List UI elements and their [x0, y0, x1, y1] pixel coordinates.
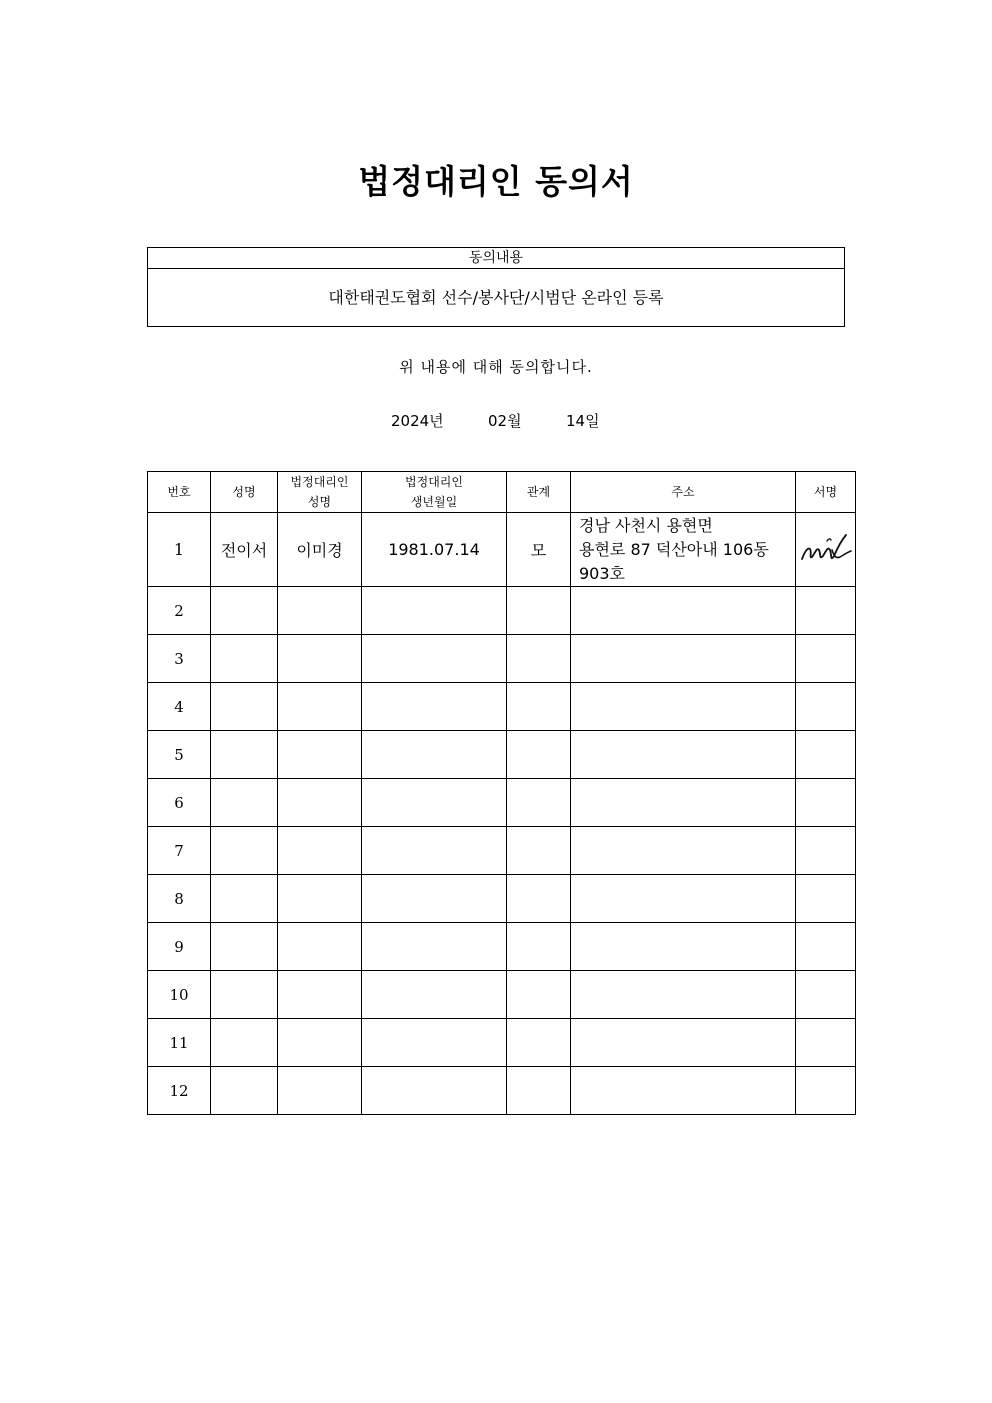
- row-number: 1: [148, 513, 211, 587]
- table-row: [148, 731, 856, 779]
- row-address: [571, 923, 796, 971]
- row-signature: [796, 587, 856, 635]
- header-guardian-birth: 법정대리인 생년월일: [362, 472, 507, 513]
- date-year: 2024년: [391, 412, 444, 430]
- row-number: 5: [148, 731, 211, 779]
- row-guardian-name: [278, 875, 362, 923]
- row-number: 7: [148, 827, 211, 875]
- row-guardian-name: [278, 779, 362, 827]
- date-month: 02월: [488, 412, 522, 430]
- header-signature: 서명: [796, 472, 856, 513]
- header-name: 성명: [211, 472, 278, 513]
- table-row: [148, 513, 856, 587]
- row-signature: [796, 513, 856, 587]
- table-row: [148, 827, 856, 875]
- row-name: [211, 731, 278, 779]
- row-signature: [796, 731, 856, 779]
- row-number: 12: [148, 1067, 211, 1115]
- row-address: [571, 683, 796, 731]
- row-number: 11: [148, 1019, 211, 1067]
- row-guardian-name: [278, 1019, 362, 1067]
- row-guardian-birth: [362, 587, 507, 635]
- row-number: 4: [148, 683, 211, 731]
- row-name: [211, 587, 278, 635]
- handwritten-signature: [799, 529, 853, 571]
- row-relation: [507, 1019, 571, 1067]
- row-number: 3: [148, 635, 211, 683]
- row-guardian-name: [278, 827, 362, 875]
- row-address: [571, 827, 796, 875]
- row-guardian-name: [278, 731, 362, 779]
- row-address: [571, 1067, 796, 1115]
- table-row: [148, 1019, 856, 1067]
- row-address: [571, 635, 796, 683]
- row-name: [211, 923, 278, 971]
- row-signature: [796, 923, 856, 971]
- table-header-row: [148, 472, 856, 513]
- row-relation: [507, 779, 571, 827]
- table-row: [148, 971, 856, 1019]
- table-row: [148, 683, 856, 731]
- address-line-1: 경남 사천시 용현면: [579, 515, 713, 535]
- row-name: [211, 1067, 278, 1115]
- header-guardian-name: 법정대리인 성명: [278, 472, 362, 513]
- consent-header: 동의내용: [148, 248, 844, 269]
- row-number: 2: [148, 587, 211, 635]
- row-name: [211, 779, 278, 827]
- row-signature: [796, 1019, 856, 1067]
- row-name: [211, 875, 278, 923]
- registration-table: [147, 471, 856, 1115]
- row-guardian-birth: 1981.07.14: [362, 513, 507, 587]
- agree-statement: 위 내용에 대해 동의합니다.: [399, 358, 593, 376]
- row-relation: [507, 683, 571, 731]
- table-row: [148, 923, 856, 971]
- row-name: 전이서: [211, 513, 278, 587]
- row-relation: [507, 731, 571, 779]
- row-number: 6: [148, 779, 211, 827]
- row-relation: [507, 923, 571, 971]
- row-number: 10: [148, 971, 211, 1019]
- row-guardian-birth: [362, 923, 507, 971]
- row-signature: [796, 683, 856, 731]
- row-guardian-name: [278, 971, 362, 1019]
- table-row: [148, 635, 856, 683]
- table-row: [148, 587, 856, 635]
- table-row: [148, 1067, 856, 1115]
- row-signature: [796, 779, 856, 827]
- row-relation: [507, 635, 571, 683]
- row-address: [571, 875, 796, 923]
- row-signature: [796, 827, 856, 875]
- row-address: [571, 779, 796, 827]
- row-guardian-name: [278, 683, 362, 731]
- row-guardian-birth: [362, 1019, 507, 1067]
- address-line-3: 903호: [579, 563, 625, 583]
- header-number: 번호: [148, 472, 211, 513]
- row-name: [211, 827, 278, 875]
- row-guardian-birth: [362, 875, 507, 923]
- row-signature: [796, 971, 856, 1019]
- row-name: [211, 971, 278, 1019]
- consent-body: 대한태권도협회 선수/봉사단/시범단 온라인 등록: [328, 288, 664, 307]
- row-relation: 모: [507, 513, 571, 587]
- row-signature: [796, 635, 856, 683]
- row-signature: [796, 1067, 856, 1115]
- row-relation: [507, 827, 571, 875]
- row-guardian-birth: [362, 779, 507, 827]
- header-relation: 관계: [507, 472, 571, 513]
- row-address: [571, 1019, 796, 1067]
- date-day: 14일: [566, 412, 600, 430]
- row-relation: [507, 587, 571, 635]
- row-guardian-birth: [362, 971, 507, 1019]
- row-guardian-birth: [362, 1067, 507, 1115]
- consent-box: [147, 247, 845, 327]
- row-guardian-birth: [362, 683, 507, 731]
- address-line-2: 용현로 87 덕산아내 106동: [579, 539, 769, 559]
- row-guardian-birth: [362, 731, 507, 779]
- row-address: [571, 731, 796, 779]
- table-row: [148, 779, 856, 827]
- row-guardian-name: [278, 923, 362, 971]
- row-guardian-name: [278, 1067, 362, 1115]
- document-title: 법정대리인 동의서: [358, 162, 634, 201]
- header-address: 주소: [571, 472, 796, 513]
- row-relation: [507, 875, 571, 923]
- row-guardian-name: [278, 635, 362, 683]
- row-guardian-name: 이미경: [278, 513, 362, 587]
- row-relation: [507, 1067, 571, 1115]
- row-guardian-birth: [362, 827, 507, 875]
- row-signature: [796, 875, 856, 923]
- row-number: 8: [148, 875, 211, 923]
- row-relation: [507, 971, 571, 1019]
- row-name: [211, 635, 278, 683]
- row-address: [571, 587, 796, 635]
- row-name: [211, 683, 278, 731]
- row-name: [211, 1019, 278, 1067]
- row-guardian-name: [278, 587, 362, 635]
- table-row: [148, 875, 856, 923]
- row-number: 9: [148, 923, 211, 971]
- row-address: [571, 513, 796, 587]
- row-address: [571, 971, 796, 1019]
- row-guardian-birth: [362, 635, 507, 683]
